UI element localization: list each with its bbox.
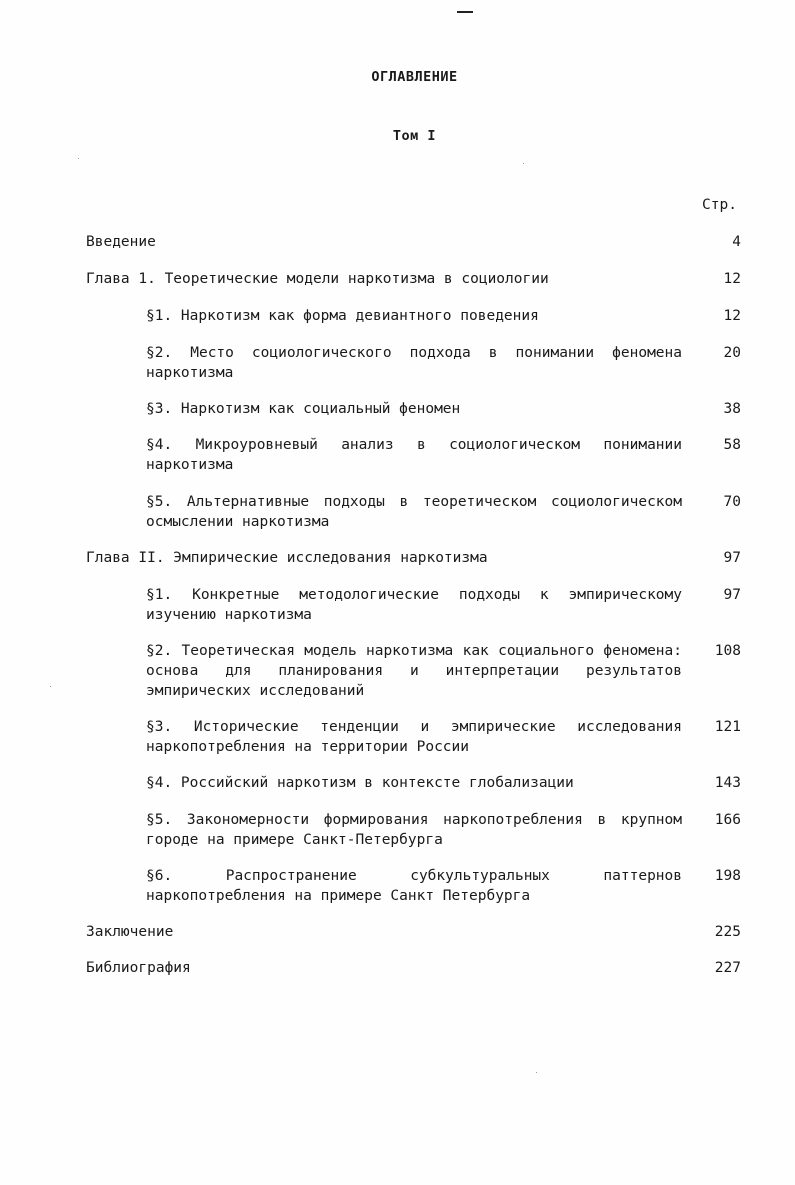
toc-entry-page: 227 [714, 960, 741, 976]
toc-entry-page: 12 [723, 271, 741, 287]
toc-entry-text: Глава 1. Теоретические модели наркотизма в социологии [86, 271, 549, 287]
scan-speck [536, 1072, 537, 1073]
toc-entry-ch2-section-1[interactable] [146, 585, 741, 625]
toc-entry-text: §6. Распространение субкультуральных паттернов наркопотребления на примере Санкт Петербурга [146, 868, 682, 904]
toc-entry-ch2-section-5[interactable] [146, 810, 741, 850]
toc-entry-ch2-section-3[interactable] [146, 717, 741, 757]
toc-entry-conclusion[interactable] [86, 922, 741, 942]
toc-entry-text: §2. Теоретическая модель наркотизма как социального феномена: основа для планирования и интерпретации результатов эмпирических исследований [146, 643, 682, 699]
toc-entry-text: §3. Наркотизм как социальный феномен [146, 401, 461, 417]
toc-entry-ch2-section-6[interactable] [146, 866, 741, 906]
toc-entry-introduction[interactable] [86, 232, 741, 252]
scan-speck [78, 158, 79, 159]
toc-entry-ch2-section-4[interactable] [146, 773, 741, 793]
toc-entry-ch1-section-5[interactable] [146, 492, 741, 532]
toc-entry-page: 70 [723, 494, 741, 510]
toc-entry-ch2-section-2[interactable] [146, 641, 741, 701]
toc-entry-text: §5. Альтернативные подходы в теоретическом социологическом осмыслении наркотизма [146, 494, 682, 530]
toc-entry-text: §2. Место социологического подхода в понимании феномена наркотизма [146, 345, 682, 381]
toc-entry-chapter-2[interactable] [86, 548, 741, 568]
page-column-label: Стр. [702, 197, 737, 213]
toc-entry-page: 12 [723, 308, 741, 324]
toc-entry-page: 97 [723, 587, 741, 603]
toc-entry-page: 20 [723, 345, 741, 361]
toc-entry-text: Введение [86, 234, 156, 250]
toc-entry-ch1-section-2[interactable] [146, 343, 741, 383]
toc-entry-ch1-section-1[interactable] [146, 306, 741, 326]
toc-entry-text: §5. Закономерности формирования наркопотребления в крупном городе на примере Санкт-Петербурга [146, 812, 682, 848]
scan-speck [523, 163, 524, 164]
toc-entry-bibliography[interactable] [86, 958, 741, 978]
toc-entry-page: 58 [723, 437, 741, 453]
toc-entry-text: Глава II. Эмпирические исследования наркотизма [86, 550, 488, 566]
toc-entry-text: §1. Конкретные методологические подходы к эмпирическому изучению наркотизма [146, 587, 682, 623]
toc-entry-text: Заключение [86, 924, 174, 940]
toc-entry-page: 38 [723, 401, 741, 417]
toc-entry-text: §4. Микроуровневый анализ в социологическом понимании наркотизма [146, 437, 682, 473]
toc-entry-ch1-section-3[interactable] [146, 399, 741, 419]
toc-entry-page: 121 [714, 719, 741, 735]
scan-speck [50, 686, 51, 687]
toc-entry-text: §3. Исторические тенденции и эмпирические исследования наркопотребления на территории России [146, 719, 682, 755]
page-title: ОГЛАВЛЕНИЕ [371, 69, 458, 85]
toc-entry-page: 97 [723, 550, 741, 566]
toc-entry-ch1-section-4[interactable] [146, 435, 741, 475]
toc-entry-page: 4 [732, 234, 741, 250]
header-dash [457, 11, 473, 13]
toc-entry-page: 225 [714, 924, 741, 940]
toc-entry-page: 166 [714, 812, 741, 828]
toc-entry-page: 143 [714, 775, 741, 791]
toc-entry-text: Библиография [86, 960, 191, 976]
toc-entry-text: §1. Наркотизм как форма девиантного поведения [146, 308, 539, 324]
toc-entry-page: 198 [714, 868, 741, 884]
toc-entry-text: §4. Российский наркотизм в контексте глобализации [146, 775, 574, 791]
toc-entry-page: 108 [714, 643, 741, 659]
toc-entry-chapter-1[interactable] [86, 269, 741, 289]
volume-title: Том I [392, 128, 437, 144]
